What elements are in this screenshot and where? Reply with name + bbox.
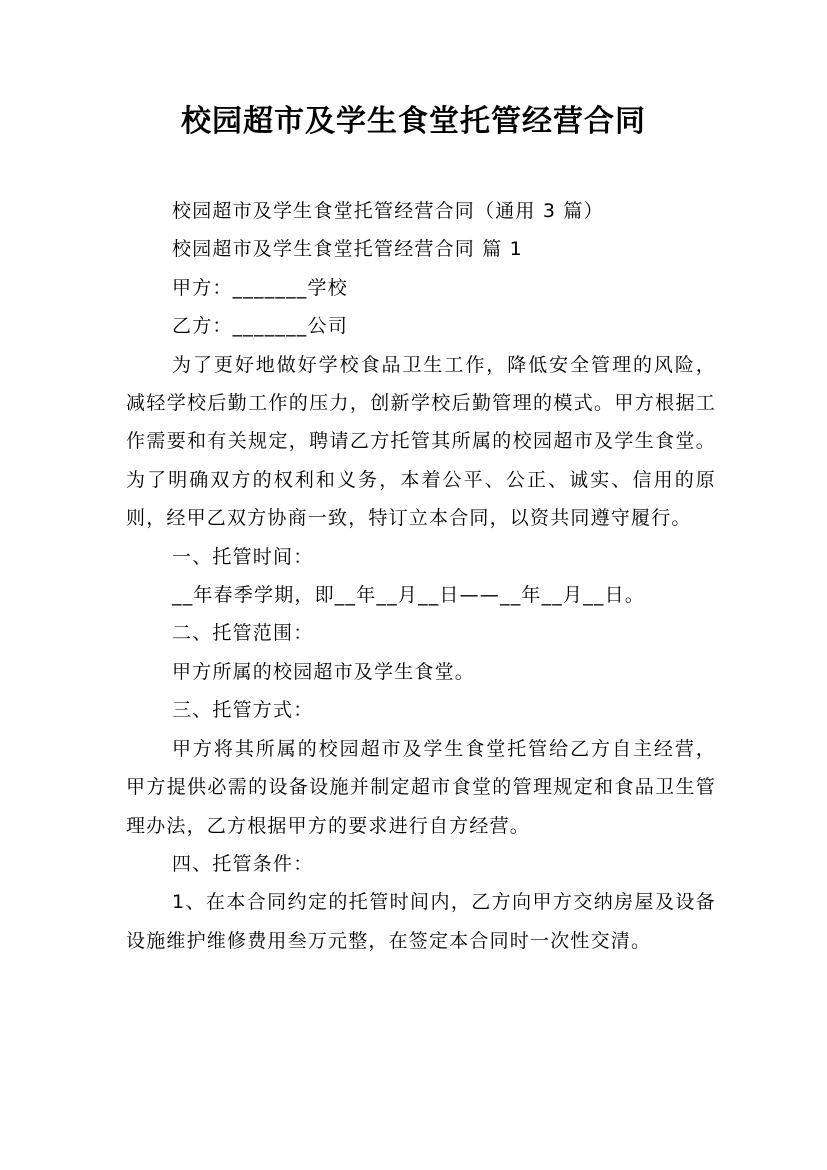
- clause-heading-4: 四、托管条件：: [172, 852, 314, 875]
- preamble-paragraph: 为了更好地做好学校食品卫生工作，降低安全管理的风险，减轻学校后勤工作的压力，创新学校后勤管理的模式。甲方根据工作需要和有关规定，聘请乙方托管其所属的校园超市及学生食堂。为了明确双方的权利和义务，本着公平、公正、诚实、信用的原则，经甲乙双方协商一致，特订立本合同，以资共同遵守履行。: [126, 353, 716, 530]
- party-a-line: 甲方：_______学校: [172, 276, 348, 299]
- subtitle-paragraph: 校园超市及学生食堂托管经营合同（通用 3 篇）: [172, 200, 604, 222]
- clause-heading-2: 二、托管范围：: [172, 622, 314, 645]
- section-heading: 校园超市及学生食堂托管经营合同 篇 1: [172, 238, 523, 261]
- party-b-line: 乙方：_______公司: [172, 315, 348, 338]
- clause-text-3: 甲方将其所属的校园超市及学生食堂托管给乙方自主经营，甲方提供必需的设备设施并制定超市食堂的管理规定和食品卫生管理办法，乙方根据甲方的要求进行自方经营。: [126, 737, 716, 837]
- document-title: 校园超市及学生食堂托管经营合同: [181, 104, 646, 139]
- clause-text-1: __年春季学期，即__年__月__日——__年__月__日。: [172, 584, 646, 607]
- clause-heading-3: 三、托管方式：: [172, 699, 314, 722]
- clause-heading-1: 一、托管时间：: [172, 545, 314, 568]
- document-body: [126, 192, 716, 960]
- clause-text-2: 甲方所属的校园超市及学生食堂。: [172, 660, 476, 683]
- clause-text-4: 1、在本合同约定的托管时间内，乙方向甲方交纳房屋及设备设施维护维修费用叁万元整，在签定本合同时一次性交清。: [126, 891, 716, 952]
